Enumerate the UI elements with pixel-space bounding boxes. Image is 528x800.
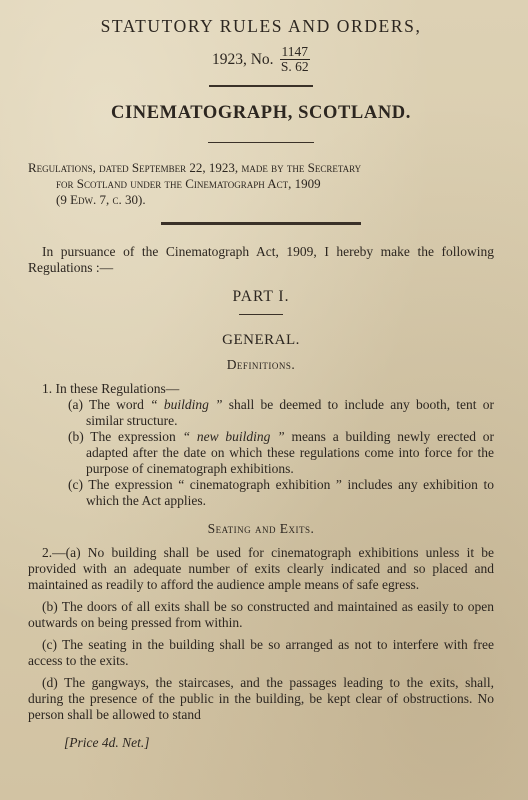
regulations-line: Regulations, dated September 22, 1923, made by the Secretary (28, 160, 362, 175)
section-2-a: 2.—(a) No building shall be used for cinematograph exhibitions unless it be provided with an adequate number of exits clearly indicated and so placed and maintained as readily to afford the audience ample means of safe egress. (28, 544, 494, 592)
section-2-d: (d) The gangways, the staircases, and the passages leading to the exits, shall, during the presence of the public in the building, be kept clear of obstructions. No person shall be allowed to stand (28, 674, 494, 722)
price-note (28, 735, 494, 751)
definition-b (42, 429, 494, 477)
document-title: CINEMATOGRAPH, SCOTLAND. (111, 102, 411, 123)
part-heading: PART I. (232, 287, 290, 305)
definitions-heading: Definitions. (226, 356, 296, 372)
section-2 (28, 545, 494, 723)
general-heading: GENERAL. (222, 331, 300, 348)
definition-a-term: “ building ” (150, 396, 223, 412)
regulations-subtitle (28, 160, 494, 208)
seating-heading: Seating and Exits. (207, 520, 315, 536)
price-text: [Price 4d. Net.] (64, 734, 150, 750)
order-fraction (280, 45, 311, 74)
definition-b-text: means a building newly erected or adapted after the date on which these regulations come into force for the purpose of cinematograph exhibitions. (86, 428, 495, 476)
definition-a-prefix: (a) The word (68, 396, 144, 412)
divider-rule (208, 142, 314, 144)
section-1 (28, 381, 494, 509)
fraction-numerator: 1147 (281, 44, 309, 59)
section-2-c: (c) The seating in the building shall be so arranged as not to interfere with free access to the exits. (28, 636, 494, 668)
section-2-b: (b) The doors of all exits shall be so constructed and maintained as easily to open outwards on being pressed from within. (28, 598, 494, 630)
definition-b-prefix: (b) The expression (68, 428, 176, 444)
order-number (28, 45, 494, 74)
year-number-label: 1923, No. (211, 50, 274, 68)
divider-rule (209, 85, 313, 87)
definition-c: (c) The expression “ cinematograph exhibition ” includes any exhibition to which the Act applies. (68, 476, 494, 508)
definition-a-text: shall be deemed to include any booth, tent or similar structure. (86, 396, 494, 428)
section-1-intro: 1. In these Regulations— (42, 380, 180, 396)
regulations-line: for Scotland under the Cinematograph Act, 1909 (56, 176, 321, 191)
divider-rule (239, 314, 283, 315)
definition-a (42, 397, 494, 429)
regulations-line: (9 Edw. 7, c. 30). (56, 192, 146, 207)
pursuance-paragraph: In pursuance of the Cinematograph Act, 1909, I hereby make the following Regulations :— (28, 243, 494, 275)
definition-b-term: “ new building ” (182, 428, 285, 444)
series-heading: STATUTORY RULES AND ORDERS, (100, 16, 422, 36)
fraction-denominator: S. 62 (280, 59, 309, 74)
divider-rule-thick (161, 222, 361, 225)
